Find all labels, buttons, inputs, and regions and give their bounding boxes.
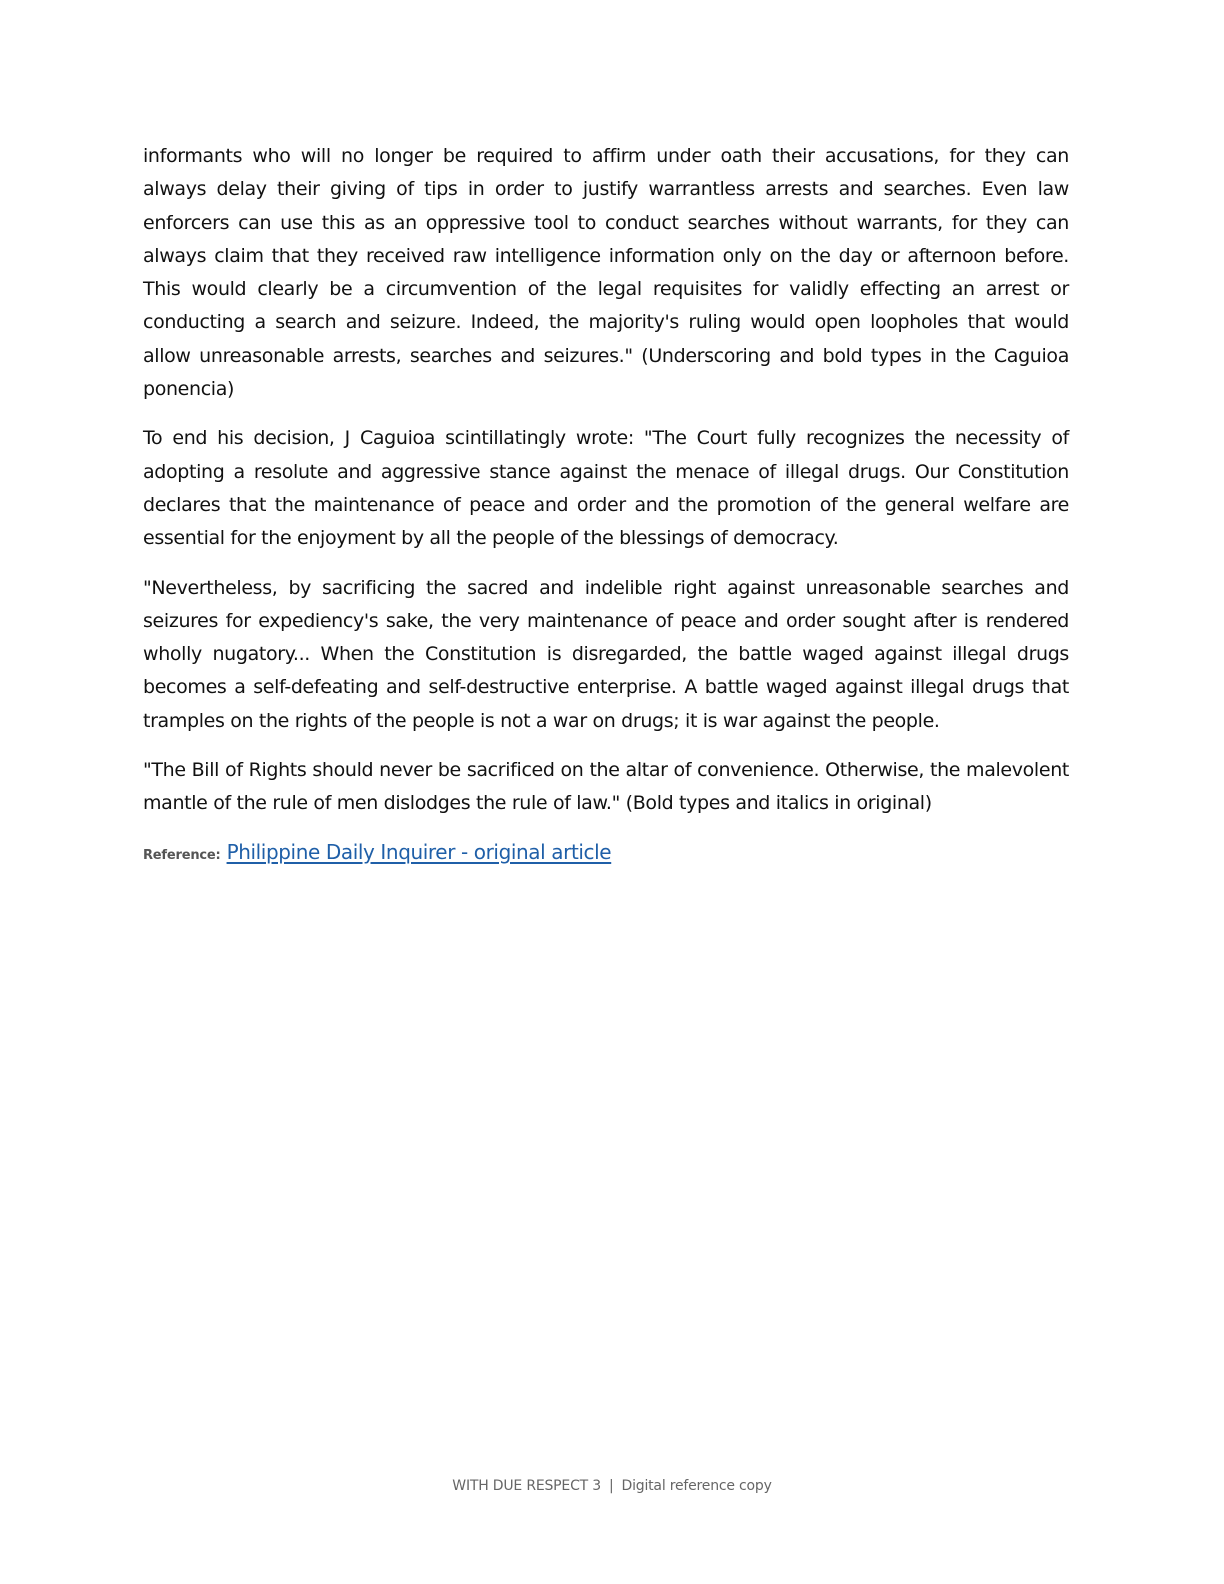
paragraph-2: To end his decision, J Caguioa scintillatingly wrote: "The Court fully recognizes the necessity of adopting a resolute and aggressive stance against the menace of illegal drugs. Our Constitution declares that the maintenance of peace and order and the promotion of the general welfare are essential for the enjoyment by all the people of the blessings of democracy. [143,427,1069,550]
reference-label: Reference: [143,847,221,863]
footer-copy-note: Digital reference copy [621,1478,772,1494]
footer-separator: | [608,1478,614,1494]
paragraph-1: informants who will no longer be required to affirm under oath their accusations, for they can always delay their giving of tips in order to justify warrantless arrests and searches. Even law enforcers can use this as an oppressive tool to conduct searches without warrants, for they can always claim that they received raw intelligence information only on the day or afternoon before. This would clearly be a circumvention of the legal requisites for validly effecting an arrest or conducting a search and seizure. Indeed, the majority's ruling would open loopholes that would allow unreasonable arrests, searches and seizures." (Underscoring and bold types in the Caguioa ponencia) [143,145,1069,401]
footer-page-label: WITH DUE RESPECT 3 [452,1478,601,1494]
paragraph-4: "The Bill of Rights should never be sacrificed on the altar of convenience. Otherwise, the malevolent mantle of the rule of men dislodges the rule of law." (Bold types and italics in original) [143,759,1069,815]
page-footer [0,1478,1224,1494]
reference-line [143,837,1069,871]
reference-link[interactable]: Philippine Daily Inquirer - original article [226,839,612,864]
paragraph-3: "Nevertheless, by sacrificing the sacred and indelible right against unreasonable searches and seizures for expediency's sake, the very maintenance of peace and order sought after is rendered wholly nugatory... When the Constitution is disregarded, the battle waged against illegal drugs becomes a self-defeating and self-destructive enterprise. A battle waged against illegal drugs that tramples on the rights of the people is not a war on drugs; it is war against the people. [143,576,1069,732]
article-body [143,140,1069,871]
